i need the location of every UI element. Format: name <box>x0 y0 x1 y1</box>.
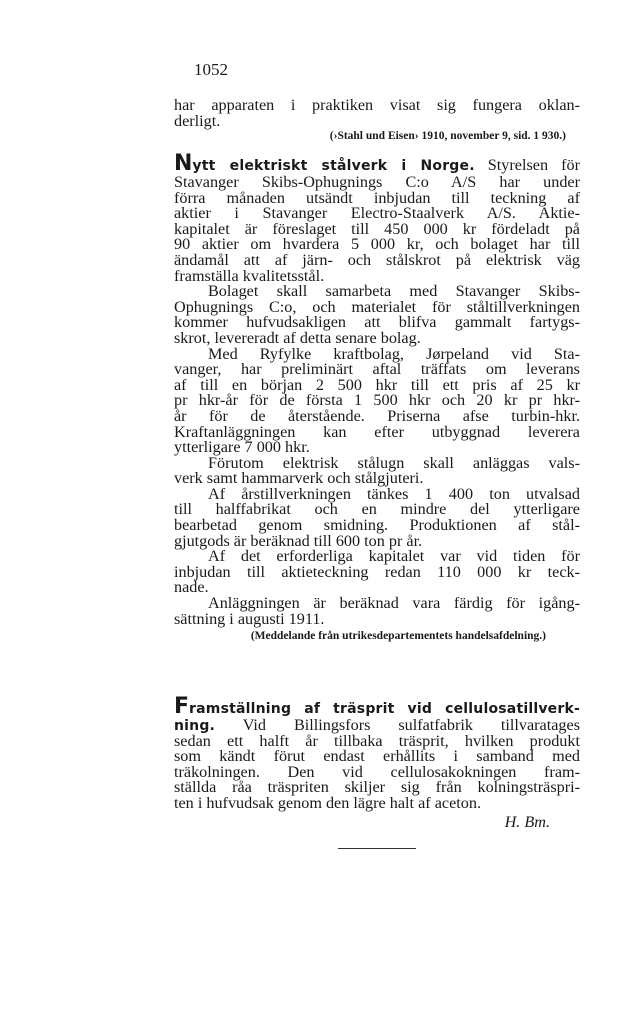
article-trasprit <box>174 694 580 831</box>
author-signature: H. Bm. <box>504 812 550 831</box>
source-citation: (Meddelande från utrikesdepartementets handelsafdelning.) <box>250 630 546 643</box>
text-line: sättning i augusti 1911. <box>174 609 325 628</box>
article-heading: ramställning af träsprit vid cellulosatillverk- <box>189 701 580 717</box>
text-line: kommer hufvudsakligen att blifva gammalt fartygs- <box>174 313 580 332</box>
text-line: Bolaget skall samarbeta med Stavanger Skibs- <box>208 282 580 301</box>
text-line: Förutom elektrisk stålugn skall anläggas vals- <box>208 453 580 472</box>
text-line: år för de återstående. Priserna afse turbin-hkr. <box>174 406 580 425</box>
text-line: gjutgods är beräknad till 600 ton pr år. <box>174 531 423 550</box>
article-stalverk-norge <box>174 151 580 644</box>
text-line: till halffabrikat och en mindre del ytterligare <box>174 500 580 519</box>
text-line: Kraftanläggningen kan efter utbyggnad leverera <box>174 422 580 441</box>
intro-paragraph <box>174 98 580 144</box>
heading-initial: F <box>174 694 190 719</box>
text-fragment: Styrelsen för <box>474 156 580 174</box>
source-citation: (›Stahl und Eisen› 1910, november 9, sid. 1 930.) <box>329 130 566 143</box>
text-line: Af årstillverkningen tänkes 1 400 ton utvalsad <box>208 484 580 503</box>
text-line: framställa kvalitetsstål. <box>174 266 325 285</box>
text-line: 90 aktier om hvardera 5 000 kr, och bolaget har till <box>174 235 580 254</box>
text-line: träkolningen. Den vid cellulosakokningen fram- <box>174 762 580 781</box>
article-heading-cont: ning. <box>174 718 216 734</box>
text-line: ytterligare 7 000 hkr. <box>174 438 310 457</box>
text-line: har apparaten i praktiken visat sig fungera oklan- <box>174 96 580 114</box>
text-line: ändamål att af järn- och stålskrot på elektrisk väg <box>174 250 580 269</box>
text-line: skrot, levereradt af detta senare bolag. <box>174 328 421 347</box>
text-line: Ophugnings C:o, och materialet för ståltillverkningen <box>174 297 580 316</box>
text-line: sedan ett halft år tillbaka träsprit, hvilken produkt <box>174 731 580 750</box>
text-line: Med Ryfylke kraftbolag, Jørpeland vid Sta- <box>208 344 580 363</box>
text-line: bearbetad genom smidning. Produktionen af stål- <box>174 516 580 535</box>
text-line: Af det erforderliga kapitalet var vid tiden för <box>208 547 580 566</box>
text-line: pr hkr-år för de första 1 500 hkr och 20 kr pr hkr- <box>174 391 580 410</box>
text-line: som kändt förut endast erhållits i samband med <box>174 747 580 766</box>
text-line: Anläggningen är beräknad vara färdig för igång- <box>208 594 580 613</box>
text-line: inbjudan till aktieteckning redan 110 000 kr teck- <box>174 562 580 581</box>
article-heading: ytt elektriskt stålverk i Norge. <box>192 158 475 174</box>
text-line: förra månaden utsändt inbjudan till teckning af <box>174 188 580 207</box>
page-number: 1052 <box>194 60 228 79</box>
text-line: verk samt hammarverk och stålgjuteri. <box>174 469 424 488</box>
section-divider <box>338 848 416 849</box>
text-fragment: Vid Billingsfors sulfatfabrik tillvaratages <box>215 716 580 734</box>
text-line: aktier i Stavanger Electro-Staalverk A/S. Aktie- <box>174 204 580 223</box>
text-line: af till en början 2 500 hkr till ett pris af 25 kr <box>174 375 580 394</box>
text-line: nade. <box>174 578 209 597</box>
text-line: vanger, har preliminärt aftal träffats om leverans <box>174 360 580 379</box>
heading-initial: N <box>174 151 193 176</box>
text-line: ställda råa träspriten skiljer sig från kolningsträspri- <box>174 778 580 797</box>
text-line: ten i hufvudsak genom den lägre halt af aceton. <box>174 793 482 812</box>
text-line: derligt. <box>174 111 221 130</box>
text-line: Stavanger Skibs-Ophugnings C:o A/S har under <box>174 173 580 191</box>
text-line: kapitalet är föreslaget till 450 000 kr fördeladt på <box>174 219 580 238</box>
